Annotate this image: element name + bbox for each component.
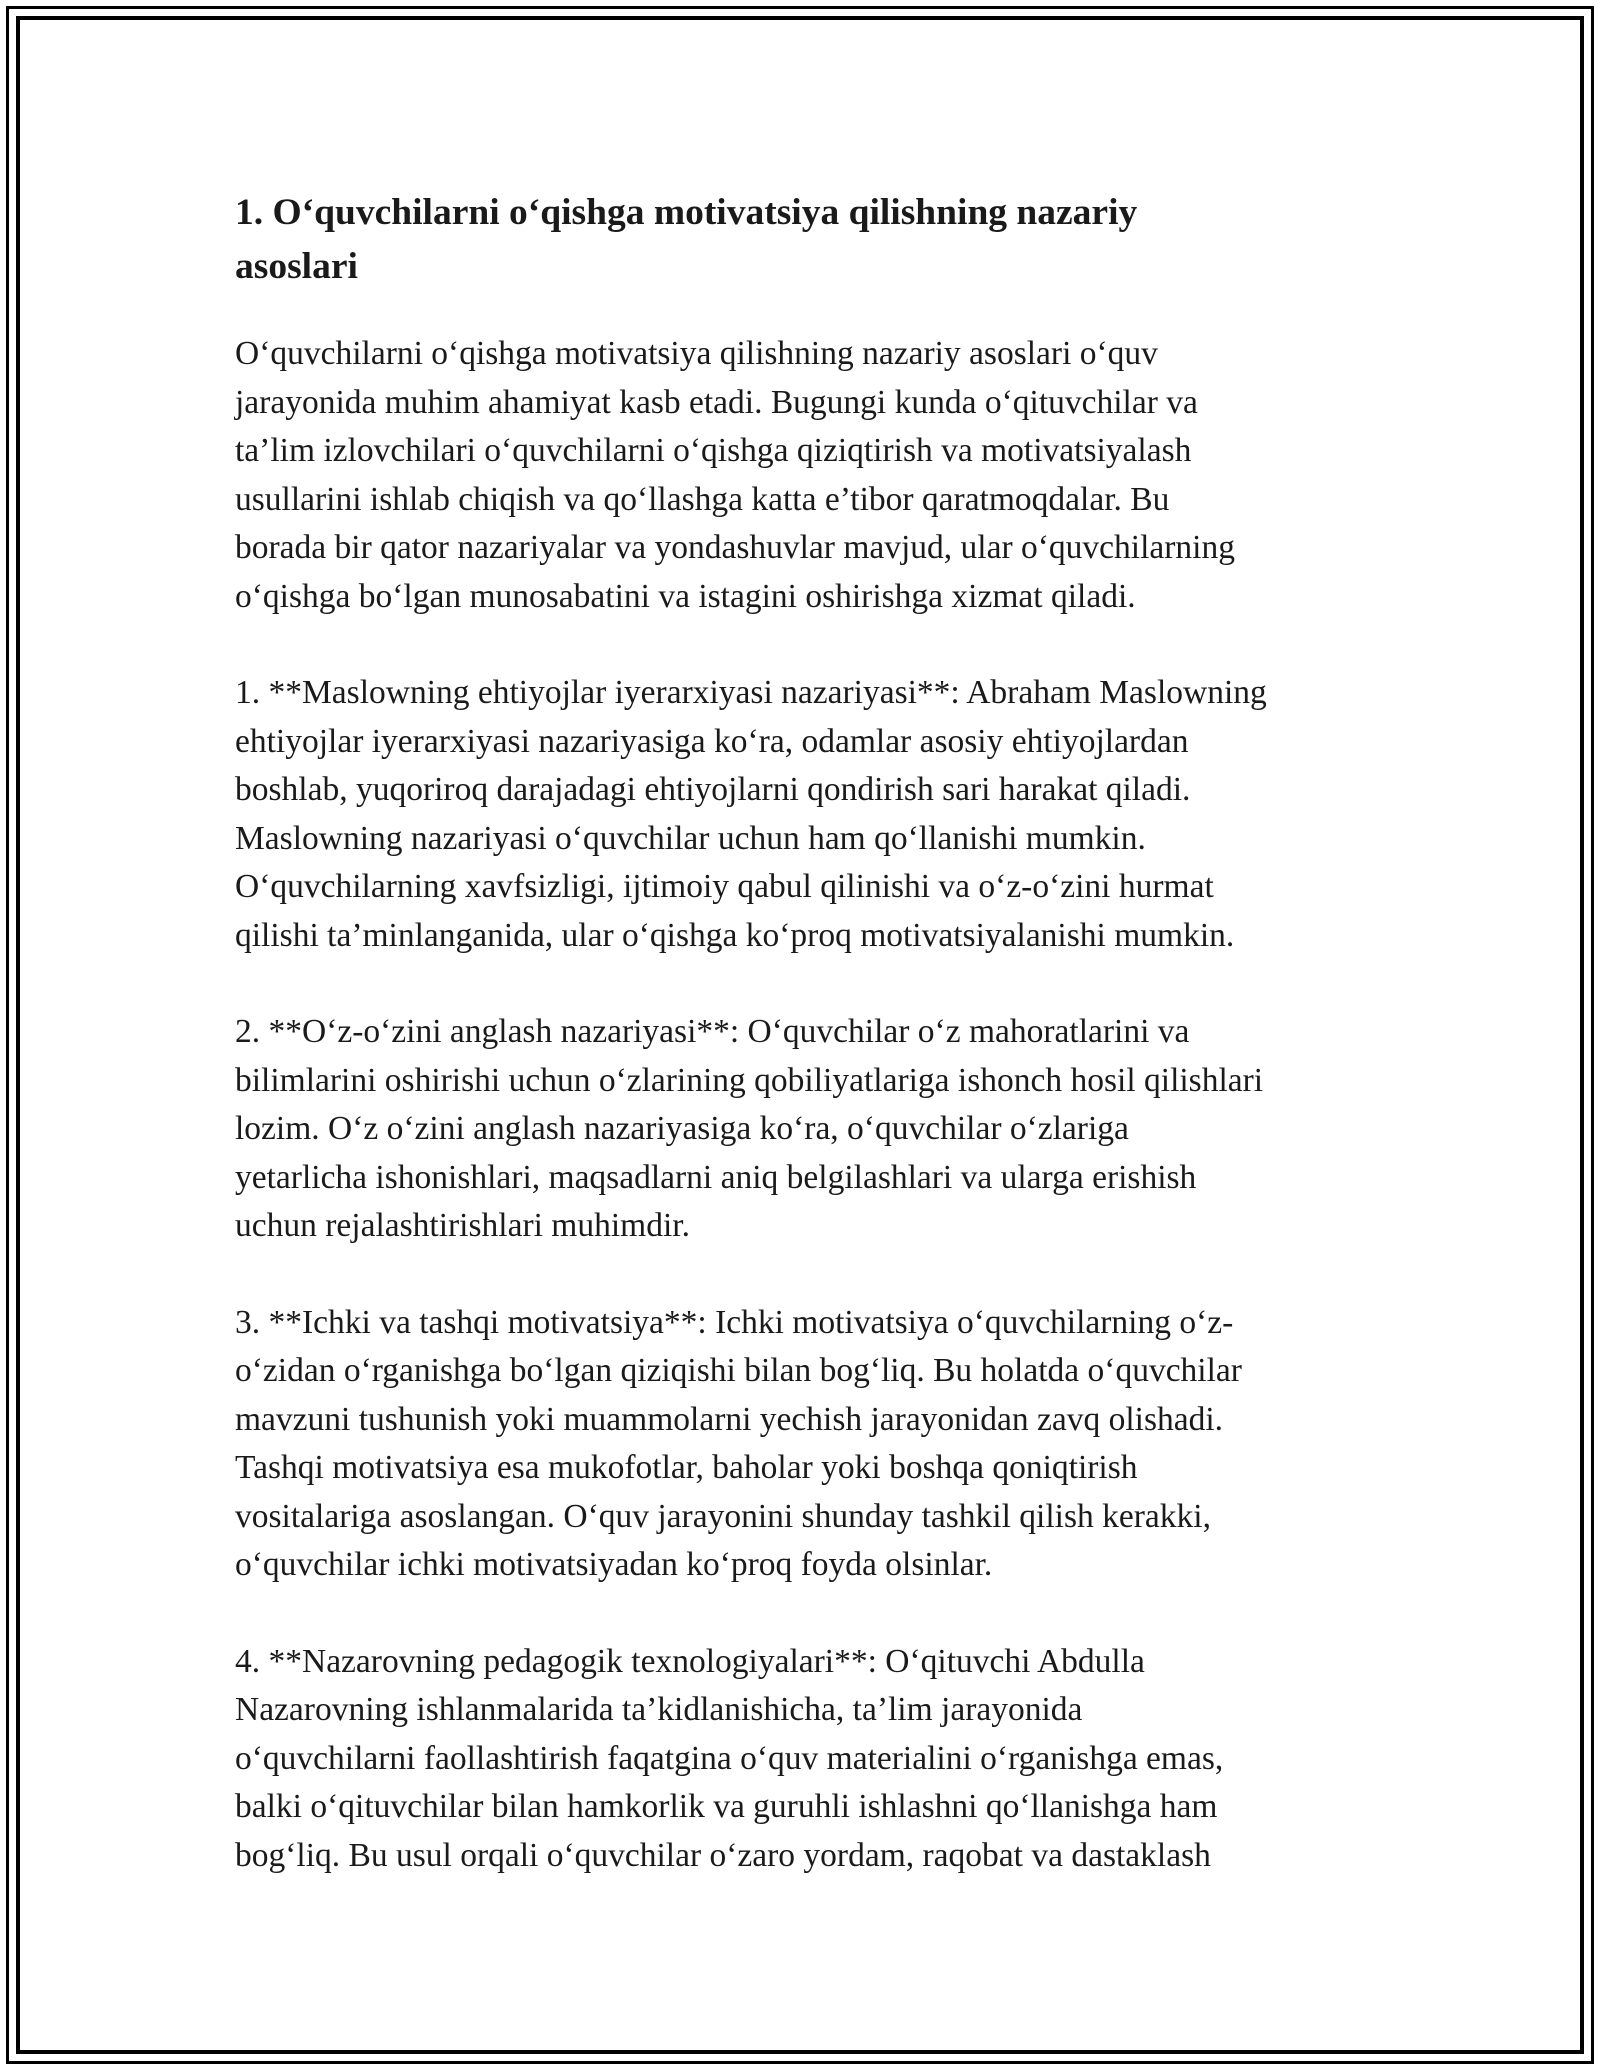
paragraph-nazarov-technologies: 4. **Nazarovning pedagogik texnologiyalari**: Oʻqituvchi Abdulla Nazarovning ishlanmalarida ta’kidlanishicha, ta’lim jarayonida oʻquvchilarni faollashtirish faqatgina oʻquv materialini oʻrganishga emas, balki oʻqituvchilar bilan hamkorlik va guruhli ishlashni qoʻllanishga ham bogʻliq. Bu usul orqali oʻquvchilar oʻzaro yordam, raqobat va dastaklash xyxy=(235,1642,1224,1874)
paragraph-self-awareness-theory: 2. **Oʻz-oʻzini anglash nazariyasi**: Oʻquvchilar oʻz mahoratlarini va bilimlarini oshirishi uchun oʻzlarining qobiliyatlariga ishonch hosil qilishlari lozim. Oʻz oʻzini anglash nazariyasiga koʻra, oʻquvchilar oʻzlariga yetarlicha ishonishlari, maqsadlarni aniq belgilashlari va ularga erishish uchun rejalashtirishlari muhimdir. xyxy=(235,1013,1264,1244)
section-heading: 1. Oʻquvchilarni oʻqishga motivatsiya qilishning nazariy asoslari xyxy=(235,192,1138,287)
paragraph-maslow-theory: 1. **Maslowning ehtiyojlar iyerarxiyasi nazariyasi**: Abraham Maslowning ehtiyojlar iyerarxiyasi nazariyasiga koʻra, odamlar asosiy ehtiyojlardan boshlab, yuqoriroq darajadagi ehtiyojlarni qondirish sari harakat qiladi. Maslowning nazariyasi oʻquvchilar uchun ham qoʻllanishi mumkin. Oʻquvchilarning xavfsizligi, ijtimoiy qabul qilinishi va oʻz-oʻzini hurmat qilishi ta’minlanganida, ular oʻqishga koʻproq motivatsiyalanishi mumkin. xyxy=(235,674,1267,954)
intro-paragraph: Oʻquvchilarni oʻqishga motivatsiya qilishning nazariy asoslari oʻquv jarayonida muhim ahamiyat kasb etadi. Bugungi kunda oʻqituvchilar va ta’lim izlovchilari oʻquvchilarni oʻqishga qiziqtirish va motivatsiyalash usullarini ishlab chiqish va qoʻllashga katta e’tibor qaratmoqdalar. Bu borada bir qator nazariyalar va yondashuvlar mavjud, ular oʻquvchilarning oʻqishga boʻlgan munosabatini va istagini oshirishga xizmat qiladi. xyxy=(235,335,1235,615)
paragraph-intrinsic-extrinsic-motivation: 3. **Ichki va tashqi motivatsiya**: Ichki motivatsiya oʻquvchilarning oʻz- oʻzidan oʻrganishga boʻlgan qiziqishi bilan bogʻliq. Bu holatda oʻquvchilar mavzuni tushunish yoki muammolarni yechish jarayonidan zavq olishadi. Tashqi motivatsiya esa mukofotlar, baholar yoki boshqa qoniqtirish vositalariga asoslangan. Oʻquv jarayonini shunday tashkil qilish kerakki, oʻquvchilar ichki motivatsiyadan koʻproq foyda olsinlar. xyxy=(235,1303,1242,1583)
document-body xyxy=(235,186,1395,1928)
